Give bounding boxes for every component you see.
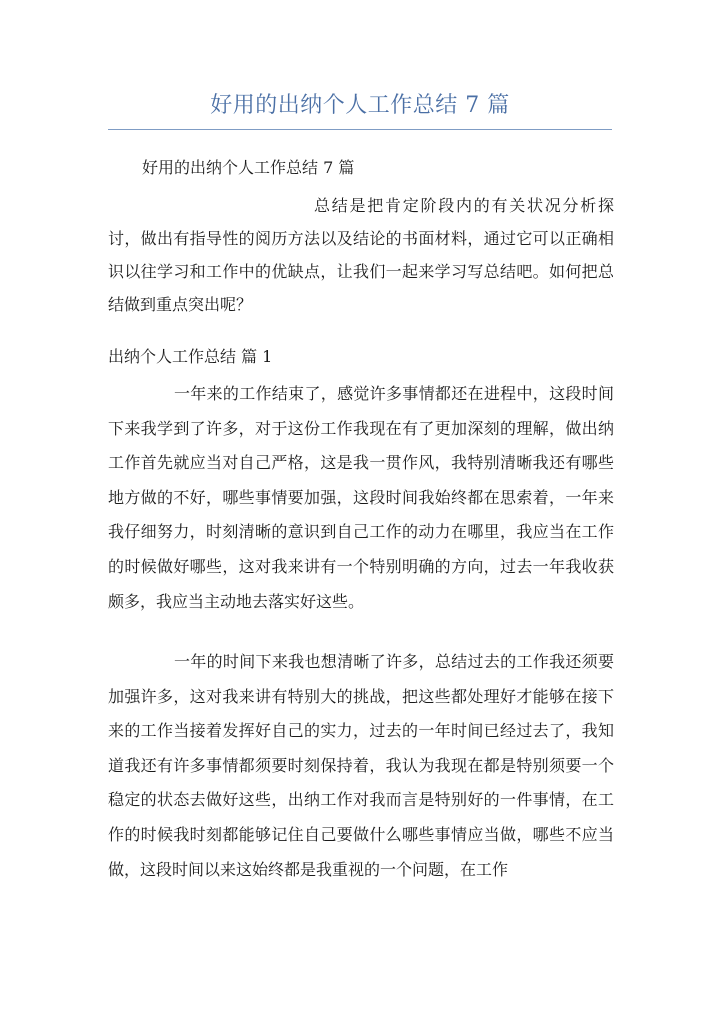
section-heading: 出纳个人工作总结 篇 1 [108,347,273,366]
intro-paragraph: 总结是把肯定阶段内的有关状况分析探讨，做出有指导性的阅历方法以及结论的书面材料，通过它可以正确相识以往学习和工作中的优缺点，让我们一起来学习写总结吧。如何把总结做到重点突出呢？ [108,196,614,314]
document-title: 好用的出纳个人工作总结 7 篇 [210,93,510,118]
body-paragraph-2: 一年的时间下来我也想清晰了许多，总结过去的工作我还须要加强许多，这对我来讲有特别大的挑战，把这些都处理好才能够在接下来的工作当接着发挥好自己的实力，过去的一年时间已经过去了，我知道我还有许多事情都须要时刻保持着，我认为我现在都是特别须要一个稳定的状态去做好这些，出纳工作对我而言是特别好的一件事情，在工作的时候我时刻都能够记住自己要做什么哪些事情应当做，哪些不应当做，这段时间以来这始终都是我重视的一个问题，在工作 [108,652,614,879]
body-paragraph-1: 一年来的工作结束了，感觉许多事情都还在进程中，这段时间下来我学到了许多，对于这份工作我现在有了更加深刻的理解，做出纳工作首先就应当对自己严格，这是我一贯作风，我特别清晰我还有哪些地方做的不好，哪些事情要加强，这段时间我始终都在思索着，一年来我仔细努力，时刻清晰的意识到自己工作的动力在哪里，我应当在工作的时候做好哪些，这对我来讲有一个特别明确的方向，过去一年我收获颇多，我应当主动地去落实好这些。 [108,384,614,611]
document-subtitle: 好用的出纳个人工作总结 7 篇 [142,158,355,177]
title-divider [108,129,612,130]
